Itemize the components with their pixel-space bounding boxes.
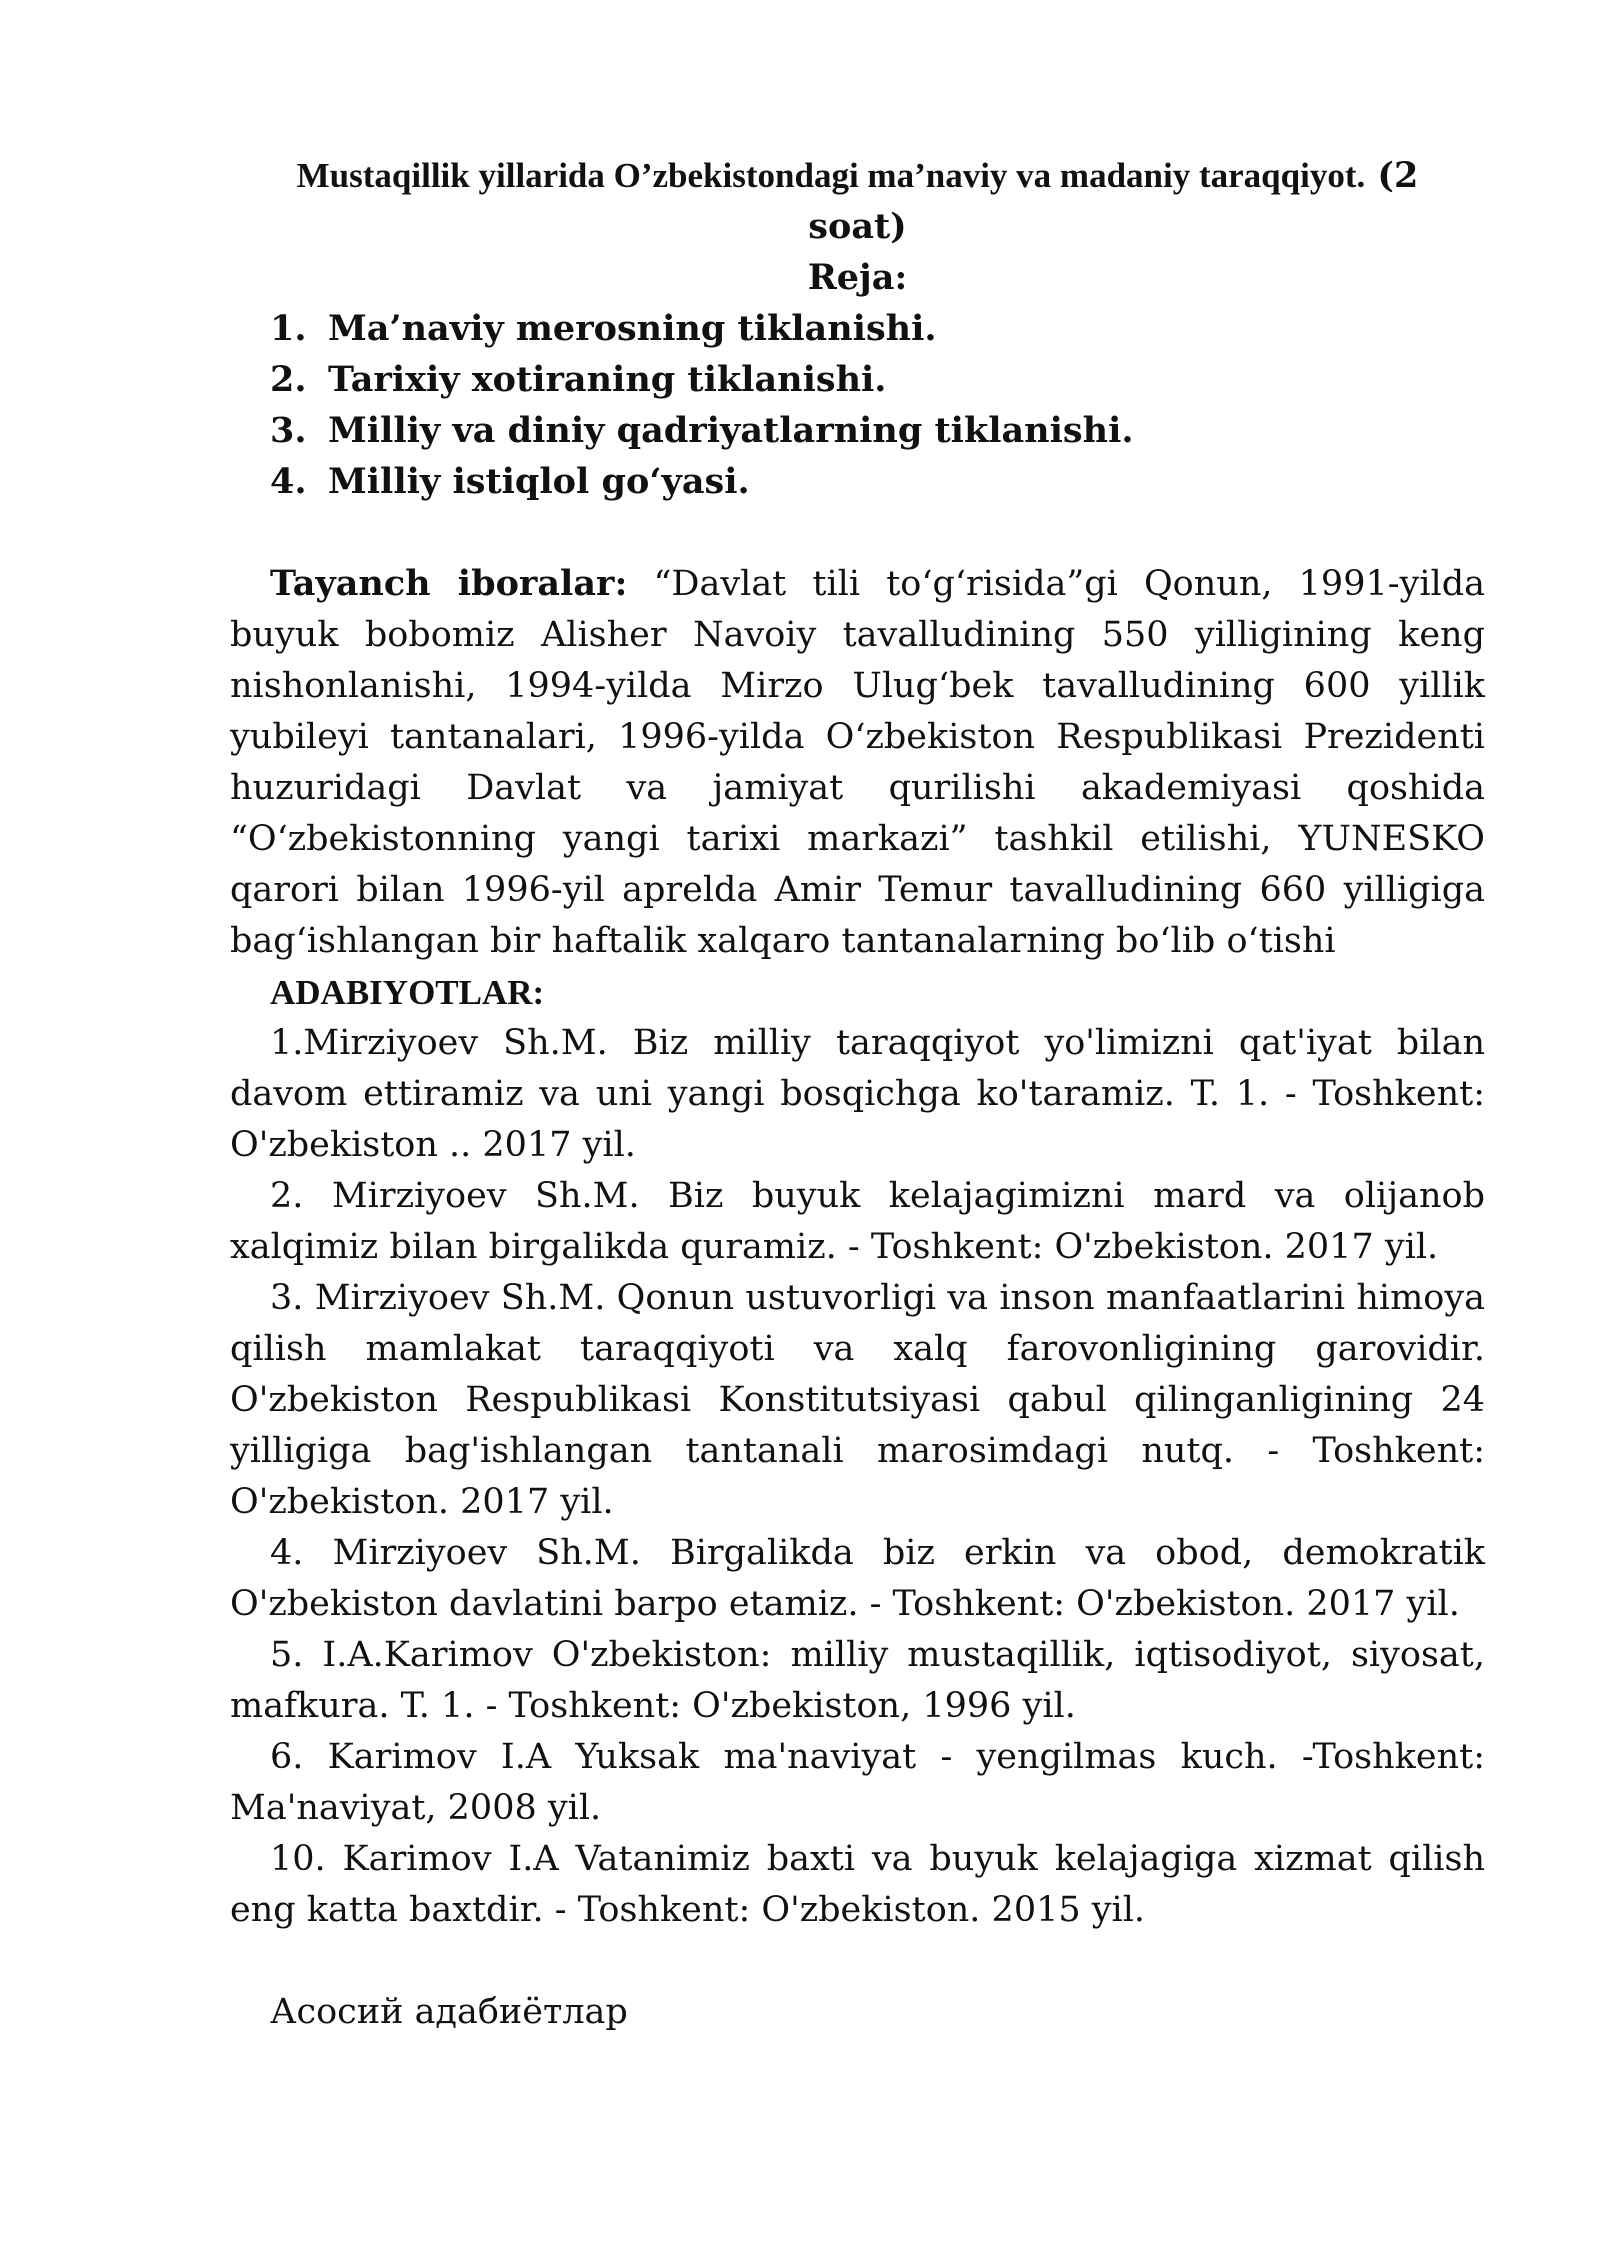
plan-item bbox=[230, 354, 1485, 405]
blank-line bbox=[230, 1936, 1485, 1987]
literature-item: 1.Mirziyoev Sh.M. Biz milliy taraqqiyot yo'limizni qat'iyat bilan davom ettiramiz va uni yangi bosqichga ko'taramiz. T. 1. - Toshkent: O'zbekiston .. 2017 yil. bbox=[230, 1023, 1485, 1165]
plan-heading: Reja: bbox=[807, 257, 908, 298]
document-title bbox=[230, 150, 1485, 252]
keywords-label: Tayanch iboralar: bbox=[270, 563, 628, 604]
literature-item: 4. Mirziyoev Sh.M. Birgalikda biz erkin va obod, demokratik O'zbekiston davlatini barpo etamiz. - Toshkent: O'zbekiston. 2017 yil. bbox=[230, 1533, 1485, 1624]
literature-item: 2. Mirziyoev Sh.M. Biz buyuk kelajagimizni mard va olijanob xalqimiz bilan birgalikda quramiz. - Toshkent: O'zbekiston. 2017 yil. bbox=[230, 1176, 1485, 1267]
keywords-text: “Davlat tili to‘g‘risida”gi Qonun, 1991-yilda buyuk bobomiz Alisher Navoiy tavalludining 550 yilligining keng nishonlanishi, 1994-yilda Mirzo Ulug‘bek tavalludining 600 yillik yubileyi tantanalari, 1996-yilda O‘zbekiston Respublikasi Prezidenti huzuridagi Davlat va jamiyat qurilishi akademiyasi qoshida “O‘zbekistonning yangi tarixi markazi” tashkil etilishi, YUNESKO qarori bilan 1996-yil aprelda Amir Temur tavalludining 660 yilligiga bag‘ishlangan bir haftalik xalqaro tantanalarning bo‘lib o‘tishi bbox=[230, 564, 1485, 961]
title-line1: Mustaqillik yillarida O’zbekistondagi ma’naviy va madaniy taraqqiyot. bbox=[296, 156, 1366, 195]
plan-item-number: 3. bbox=[270, 410, 307, 451]
plan-item-text: Milliy istiqlol go‘yasi. bbox=[328, 461, 750, 502]
literature-item: 6. Karimov I.A Yuksak ma'naviyat - yengilmas kuch. -Toshkent: Ma'naviyat, 2008 yil. bbox=[230, 1737, 1485, 1828]
plan-item-text: Milliy va diniy qadriyatlarning tiklanishi. bbox=[328, 410, 1134, 451]
plan-item-text: Tarixiy xotiraning tiklanishi. bbox=[328, 359, 887, 400]
title-line2: soat) bbox=[808, 206, 907, 247]
keywords-paragraph bbox=[230, 558, 1485, 967]
literature-item: 10. Karimov I.A Vatanimiz baxti va buyuk kelajagiga xizmat qilish eng katta baxtdir. - Toshkent: O'zbekiston. 2015 yil. bbox=[230, 1839, 1485, 1930]
document-page bbox=[230, 150, 1485, 2038]
plan-item-number: 1. bbox=[270, 308, 307, 349]
plan-item-number: 2. bbox=[270, 359, 307, 400]
literature-item: 5. I.A.Karimov O'zbekiston: milliy mustaqillik, iqtisodiyot, siyosat, mafkura. T. 1. - Toshkent: O'zbekiston, 1996 yil. bbox=[230, 1635, 1485, 1726]
plan-item bbox=[230, 405, 1485, 456]
plan-item bbox=[230, 456, 1485, 507]
plan-list bbox=[230, 303, 1485, 507]
title-line1-tail: (2 bbox=[1365, 155, 1419, 196]
blank-line bbox=[230, 507, 1485, 558]
literature-heading: ADABIYOTLAR: bbox=[270, 973, 545, 1012]
plan-item-text: Ma’naviy merosning tiklanishi. bbox=[328, 308, 937, 349]
plan-item-number: 4. bbox=[270, 461, 307, 502]
plan-item bbox=[230, 303, 1485, 354]
main-literature-label: Асосий адабиётлар bbox=[270, 1992, 628, 2032]
literature-item: 3. Mirziyoev Sh.M. Qonun ustuvorligi va inson manfaatlarini himoya qilish mamlakat taraqqiyoti va xalq farovonligining garovidir. O'zbekiston Respublikasi Konstitutsiyasi qabul qilinganligining 24 yilligiga bag'ishlangan tantanali marosimdagi nutq. - Toshkent: O'zbekiston. 2017 yil. bbox=[230, 1278, 1485, 1522]
